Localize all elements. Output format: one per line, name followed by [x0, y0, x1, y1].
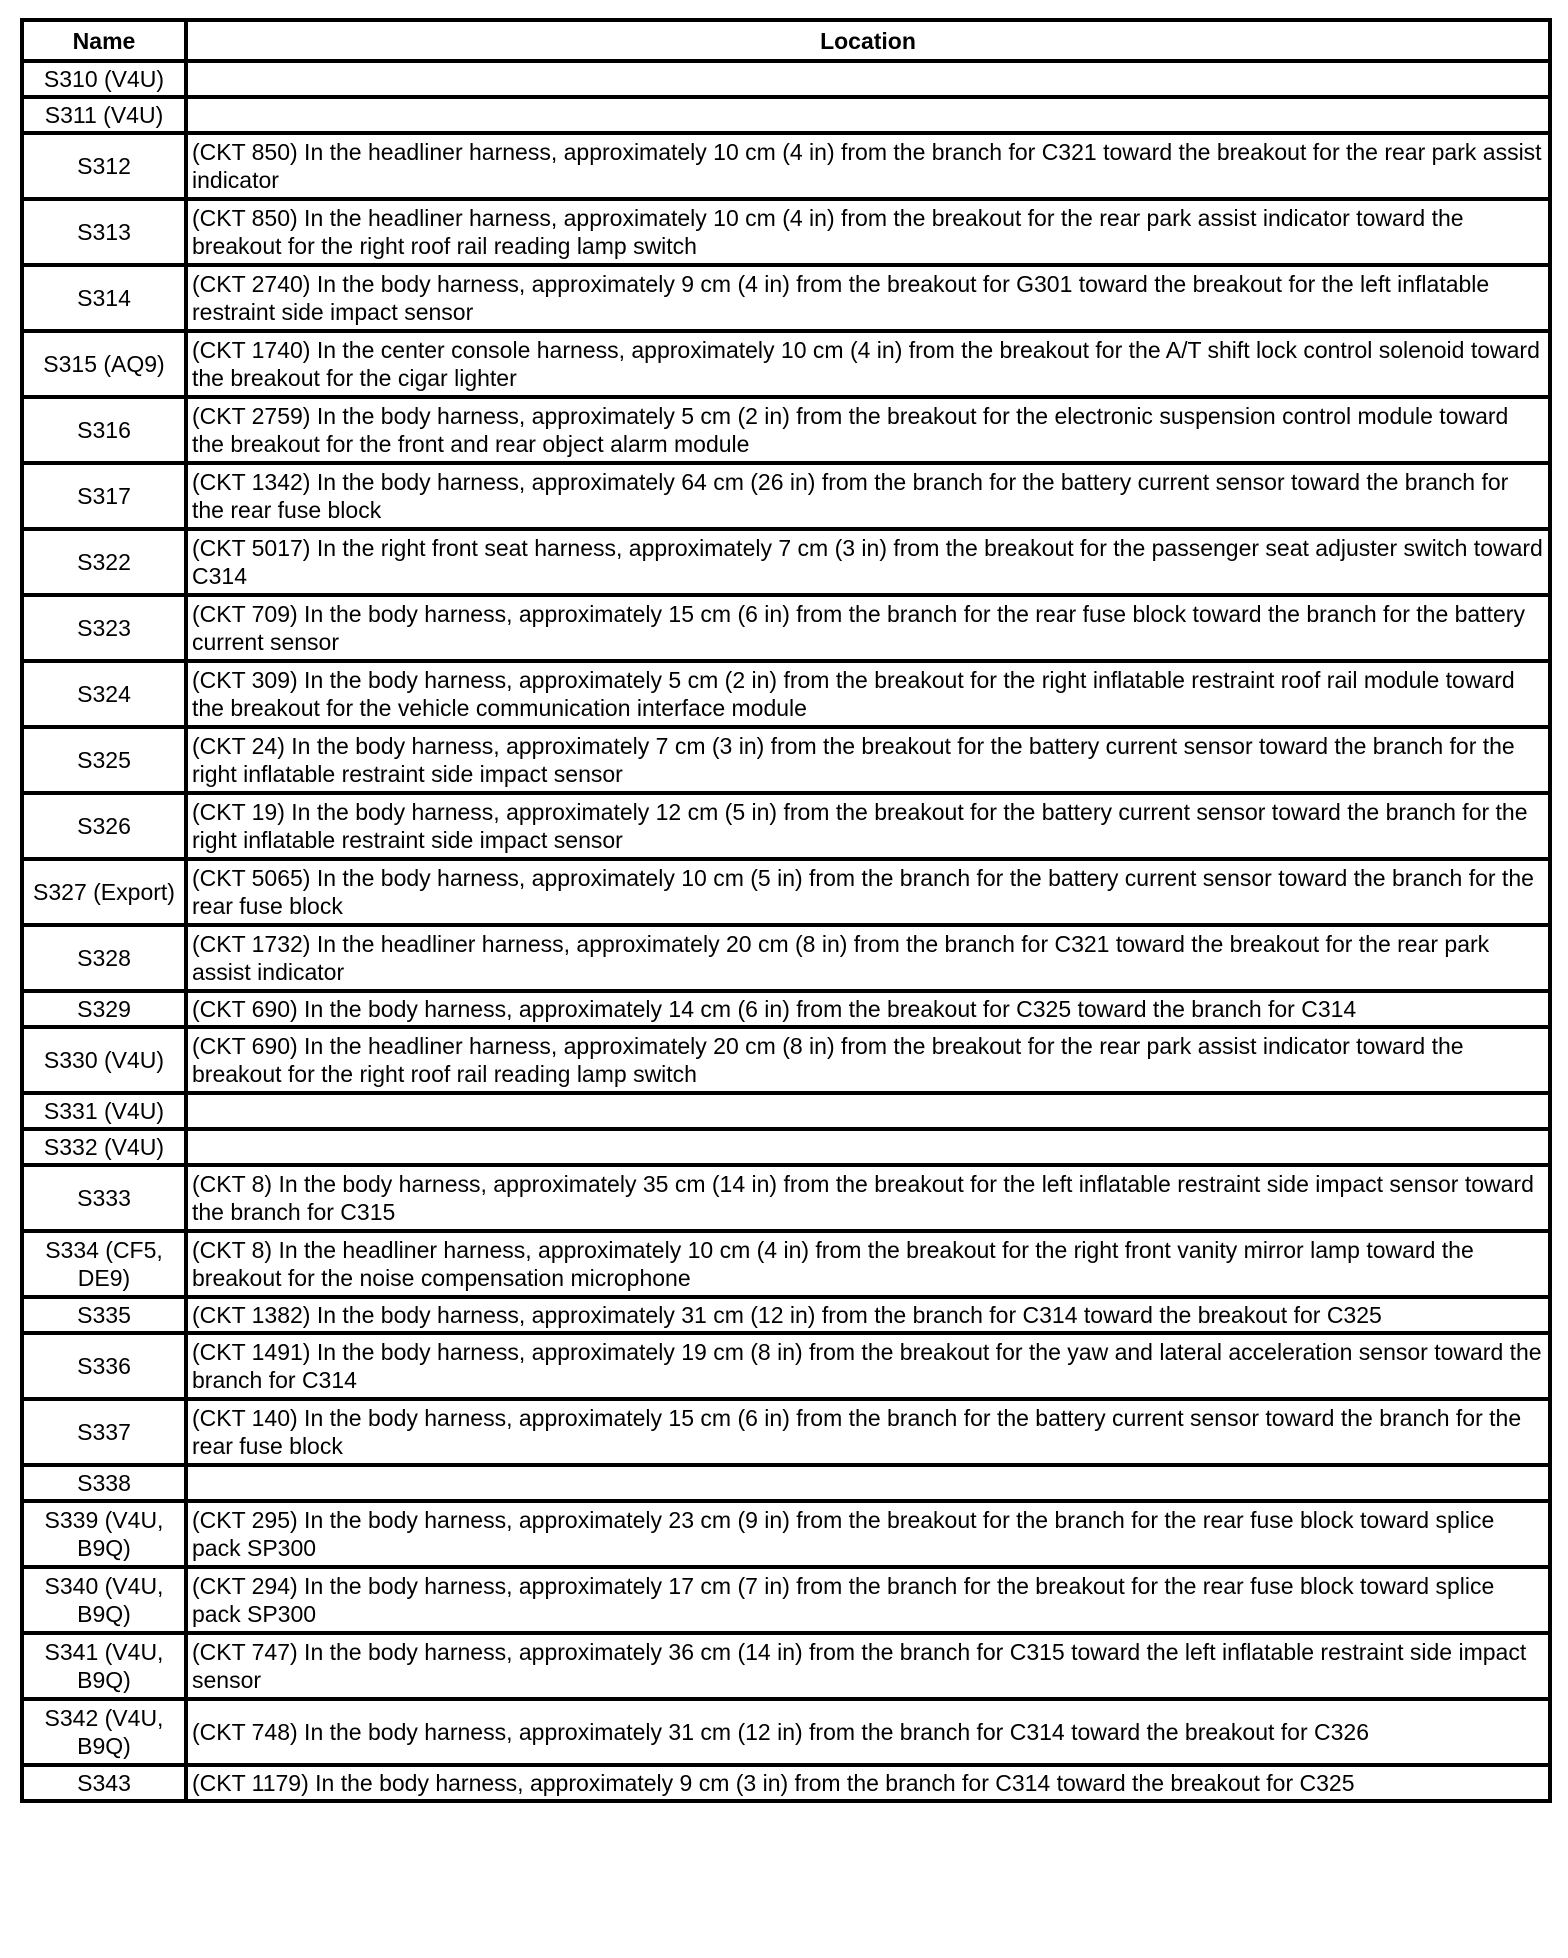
- table-row: [22, 1165, 1550, 1231]
- splice-location: (CKT 5017) In the right front seat harness, approximately 7 cm (3 in) from the breakout for the passenger seat adjuster switch toward C314: [186, 529, 1550, 595]
- splice-location: [186, 1129, 1550, 1165]
- splice-location: (CKT 2759) In the body harness, approximately 5 cm (2 in) from the breakout for the electronic suspension control module toward the breakout for the front and rear object alarm module: [186, 397, 1550, 463]
- splice-name: S312: [22, 133, 186, 199]
- splice-name: S311 (V4U): [22, 97, 186, 133]
- table-row: [22, 727, 1550, 793]
- splice-name: S340 (V4U, B9Q): [22, 1567, 186, 1633]
- splice-name: S332 (V4U): [22, 1129, 186, 1165]
- splice-location: (CKT 1491) In the body harness, approximately 19 cm (8 in) from the breakout for the yaw and lateral acceleration sensor toward the branch for C314: [186, 1333, 1550, 1399]
- table-row: [22, 463, 1550, 529]
- splice-location: (CKT 850) In the headliner harness, approximately 10 cm (4 in) from the branch for C321 toward the breakout for the rear park assist indicator: [186, 133, 1550, 199]
- column-header-name: Name: [22, 20, 186, 61]
- splice-name: S315 (AQ9): [22, 331, 186, 397]
- splice-location: (CKT 1732) In the headliner harness, approximately 20 cm (8 in) from the branch for C321 toward the breakout for the rear park assist indicator: [186, 925, 1550, 991]
- splice-location: (CKT 24) In the body harness, approximately 7 cm (3 in) from the breakout for the battery current sensor toward the branch for the right inflatable restraint side impact sensor: [186, 727, 1550, 793]
- splice-name: S317: [22, 463, 186, 529]
- splice-location: (CKT 8) In the headliner harness, approximately 10 cm (4 in) from the breakout for the right front vanity mirror lamp toward the breakout for the noise compensation microphone: [186, 1231, 1550, 1297]
- splice-location: (CKT 690) In the headliner harness, approximately 20 cm (8 in) from the breakout for the rear park assist indicator toward the breakout for the right roof rail reading lamp switch: [186, 1027, 1550, 1093]
- splice-name: S327 (Export): [22, 859, 186, 925]
- table-row: [22, 595, 1550, 661]
- splice-name: S325: [22, 727, 186, 793]
- splice-location: (CKT 748) In the body harness, approximately 31 cm (12 in) from the branch for C314 toward the breakout for C326: [186, 1699, 1550, 1765]
- splice-location: (CKT 1179) In the body harness, approximately 9 cm (3 in) from the branch for C314 toward the breakout for C325: [186, 1765, 1550, 1801]
- splice-location: (CKT 8) In the body harness, approximately 35 cm (14 in) from the breakout for the left inflatable restraint side impact sensor toward the branch for C315: [186, 1165, 1550, 1231]
- table-row: [22, 1399, 1550, 1465]
- splice-name: S324: [22, 661, 186, 727]
- splice-name: S314: [22, 265, 186, 331]
- splice-name: S336: [22, 1333, 186, 1399]
- splice-location: (CKT 1382) In the body harness, approximately 31 cm (12 in) from the branch for C314 toward the breakout for C325: [186, 1297, 1550, 1333]
- splice-name: S337: [22, 1399, 186, 1465]
- table-row: [22, 1765, 1550, 1801]
- table-row: [22, 265, 1550, 331]
- splice-location: (CKT 5065) In the body harness, approximately 10 cm (5 in) from the branch for the battery current sensor toward the branch for the rear fuse block: [186, 859, 1550, 925]
- splice-name: S334 (CF5, DE9): [22, 1231, 186, 1297]
- splice-name: S341 (V4U, B9Q): [22, 1633, 186, 1699]
- table-row: [22, 1333, 1550, 1399]
- splice-name: S316: [22, 397, 186, 463]
- splice-location-table: [20, 18, 1552, 1803]
- splice-name: S328: [22, 925, 186, 991]
- table-row: [22, 331, 1550, 397]
- splice-location: (CKT 309) In the body harness, approximately 5 cm (2 in) from the breakout for the right inflatable restraint roof rail module toward the breakout for the vehicle communication interface module: [186, 661, 1550, 727]
- splice-name: S338: [22, 1465, 186, 1501]
- splice-location: (CKT 19) In the body harness, approximately 12 cm (5 in) from the breakout for the battery current sensor toward the branch for the right inflatable restraint side impact sensor: [186, 793, 1550, 859]
- splice-location: [186, 97, 1550, 133]
- table-row: [22, 1501, 1550, 1567]
- splice-location-table-container: [20, 18, 1548, 1803]
- table-row: [22, 133, 1550, 199]
- splice-name: S342 (V4U, B9Q): [22, 1699, 186, 1765]
- splice-name: S322: [22, 529, 186, 595]
- table-row: [22, 1633, 1550, 1699]
- table-row: [22, 661, 1550, 727]
- splice-location: (CKT 747) In the body harness, approximately 36 cm (14 in) from the branch for C315 toward the left inflatable restraint side impact sensor: [186, 1633, 1550, 1699]
- splice-location: (CKT 1342) In the body harness, approximately 64 cm (26 in) from the branch for the battery current sensor toward the branch for the rear fuse block: [186, 463, 1550, 529]
- table-row: [22, 859, 1550, 925]
- splice-location: (CKT 140) In the body harness, approximately 15 cm (6 in) from the branch for the battery current sensor toward the branch for the rear fuse block: [186, 1399, 1550, 1465]
- splice-location: [186, 1465, 1550, 1501]
- table-row: [22, 397, 1550, 463]
- splice-location: [186, 61, 1550, 97]
- splice-name: S331 (V4U): [22, 1093, 186, 1129]
- table-row: [22, 1465, 1550, 1501]
- table-row: [22, 97, 1550, 133]
- splice-name: S323: [22, 595, 186, 661]
- table-row: [22, 1567, 1550, 1633]
- splice-name: S343: [22, 1765, 186, 1801]
- splice-name: S333: [22, 1165, 186, 1231]
- table-row: [22, 793, 1550, 859]
- table-row: [22, 1027, 1550, 1093]
- table-row: [22, 1129, 1550, 1165]
- splice-name: S329: [22, 991, 186, 1027]
- splice-name: S310 (V4U): [22, 61, 186, 97]
- splice-name: S335: [22, 1297, 186, 1333]
- table-row: [22, 1297, 1550, 1333]
- splice-location: (CKT 850) In the headliner harness, approximately 10 cm (4 in) from the breakout for the rear park assist indicator toward the breakout for the right roof rail reading lamp switch: [186, 199, 1550, 265]
- table-row: [22, 925, 1550, 991]
- splice-name: S313: [22, 199, 186, 265]
- splice-location: (CKT 294) In the body harness, approximately 17 cm (7 in) from the branch for the breakout for the rear fuse block toward splice pack SP300: [186, 1567, 1550, 1633]
- column-header-location: Location: [186, 20, 1550, 61]
- splice-location: (CKT 690) In the body harness, approximately 14 cm (6 in) from the breakout for C325 toward the branch for C314: [186, 991, 1550, 1027]
- splice-location: (CKT 2740) In the body harness, approximately 9 cm (4 in) from the breakout for G301 toward the breakout for the left inflatable restraint side impact sensor: [186, 265, 1550, 331]
- splice-location: [186, 1093, 1550, 1129]
- table-row: [22, 1699, 1550, 1765]
- splice-location: (CKT 1740) In the center console harness, approximately 10 cm (4 in) from the breakout for the A/T shift lock control solenoid toward the breakout for the cigar lighter: [186, 331, 1550, 397]
- splice-name: S326: [22, 793, 186, 859]
- splice-location: (CKT 709) In the body harness, approximately 15 cm (6 in) from the branch for the rear fuse block toward the branch for the battery current sensor: [186, 595, 1550, 661]
- table-row: [22, 991, 1550, 1027]
- splice-location: (CKT 295) In the body harness, approximately 23 cm (9 in) from the breakout for the branch for the rear fuse block toward splice pack SP300: [186, 1501, 1550, 1567]
- table-header-row: [22, 20, 1550, 61]
- table-row: [22, 1231, 1550, 1297]
- splice-name: S339 (V4U, B9Q): [22, 1501, 186, 1567]
- table-row: [22, 529, 1550, 595]
- table-row: [22, 199, 1550, 265]
- table-row: [22, 1093, 1550, 1129]
- splice-name: S330 (V4U): [22, 1027, 186, 1093]
- table-row: [22, 61, 1550, 97]
